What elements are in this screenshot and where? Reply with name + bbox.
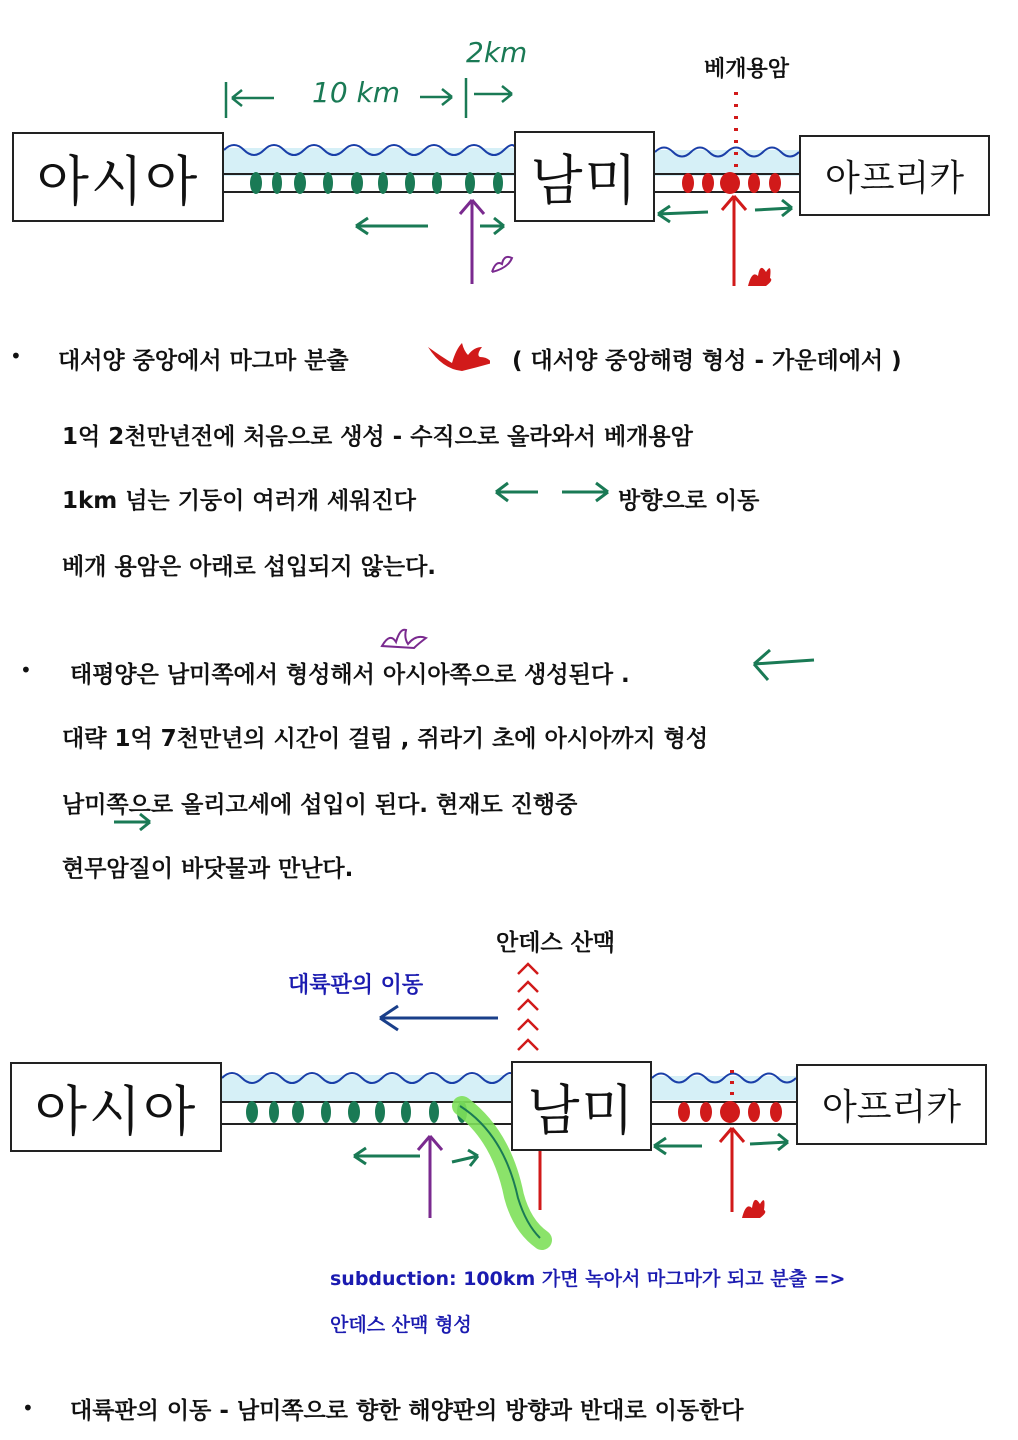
africa-box-2 <box>796 1064 987 1145</box>
section1-line-3a: 1km 넘는 기둥이 여러개 세워진다 <box>62 488 416 514</box>
africa-box <box>799 135 990 216</box>
south-america-label-2: 남미 <box>527 1078 636 1142</box>
green-left-arrow <box>748 646 820 686</box>
section1-line-4: 베개 용암은 아래로 섭입되지 않는다. <box>62 554 437 580</box>
section1-line-3b: 방향으로 이동 <box>618 488 760 514</box>
asia-label-2: 아시아 <box>34 1079 198 1143</box>
distance-10km-label: 10 km <box>312 76 401 109</box>
subduction-note-line-1: subduction: 100km 가면 녹아서 마그마가 되고 분출 => <box>330 1268 846 1290</box>
south-america-box-2 <box>511 1061 652 1151</box>
bidirectional-green-arrows <box>490 478 616 508</box>
subduction-note-line-2: 안데스 산맥 형성 <box>330 1314 472 1336</box>
asia-box <box>12 132 224 222</box>
bullet-2: • <box>20 658 32 682</box>
section1-line-2: 1억 2천만년전에 처음으로 생성 - 수직으로 올라와서 베개용암 <box>62 424 693 450</box>
section2-bullet-text: 태평양은 남미쪽에서 형성해서 아시아쪽으로 생성된다 . <box>70 662 630 688</box>
plate-motion-label: 대륙판의 이동 <box>288 973 424 998</box>
africa-label: 아프리카 <box>824 158 965 199</box>
section2-line-4: 현무암질이 바닷물과 만난다. <box>62 856 354 882</box>
section1-bullet-text: 대서양 중앙에서 마그마 분출 <box>58 348 349 374</box>
asia-label: 아시아 <box>36 149 200 213</box>
south-america-label: 남미 <box>530 149 639 212</box>
andes-label: 안데스 산맥 <box>496 930 616 956</box>
section3-bullet-text: 대륙판의 이동 - 남미쪽으로 향한 해양판의 방향과 반대로 이동한다 <box>70 1398 744 1424</box>
distance-2km-label: 2km <box>466 36 528 69</box>
south-america-box <box>514 131 655 222</box>
purple-sprout-icon <box>376 626 432 654</box>
red-eruption-icon <box>424 337 490 371</box>
africa-label-2: 아프리카 <box>821 1087 962 1128</box>
green-right-arrow <box>110 808 156 836</box>
section2-line-3: 남미쪽으로 올리고세에 섭입이 된다. 현재도 진행중 <box>62 792 578 818</box>
section1-paren-text: ( 대서양 중앙해령 형성 - 가운데에서 ) <box>512 348 902 374</box>
asia-box-2 <box>10 1062 222 1152</box>
bullet-3: • <box>22 1396 34 1420</box>
andes-chevrons <box>518 964 538 1050</box>
bullet-1: • <box>10 344 22 368</box>
section2-line-2: 대략 1억 7천만년의 시간이 걸림 , 쥐라기 초에 아시아까지 형성 <box>62 726 709 752</box>
pillow-basalt-label: 베개용암 <box>704 57 790 82</box>
